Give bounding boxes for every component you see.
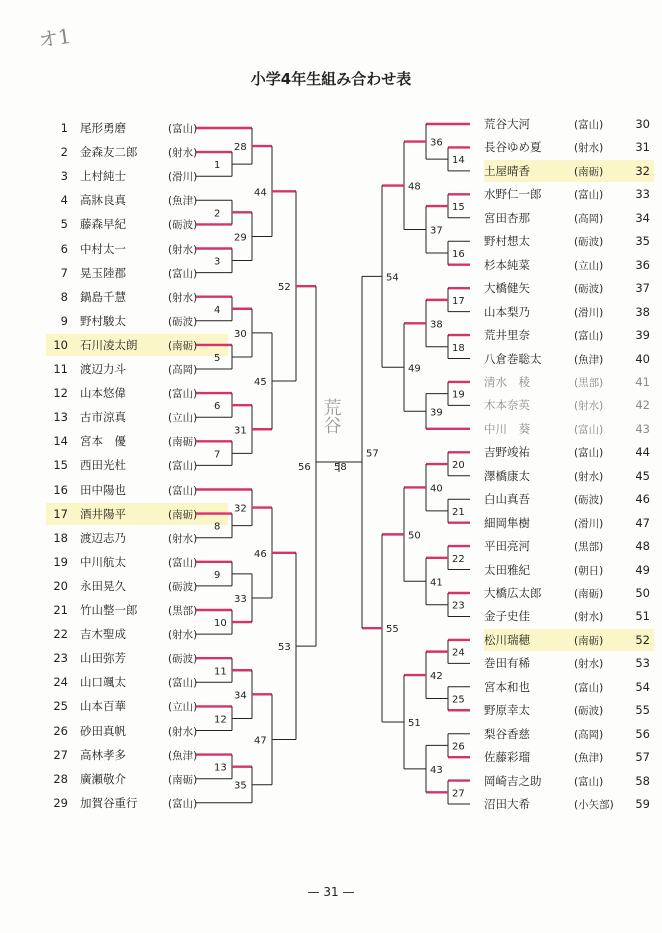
match-number: 52	[278, 282, 291, 294]
player-prefecture: (射水)	[168, 629, 198, 642]
player-prefecture: (魚津)	[574, 752, 604, 765]
match-number: 5	[214, 352, 221, 364]
player-seed: 31	[635, 140, 650, 155]
player-name: 澤橋康太	[484, 468, 530, 483]
match-number: 29	[234, 232, 247, 244]
player-seed: 36	[635, 257, 650, 272]
match-number: 39	[430, 407, 443, 419]
player-name: 野原幸太	[484, 703, 530, 718]
player-seed: 7	[60, 265, 68, 280]
player-name: 平田亮河	[484, 539, 530, 554]
player-prefecture: (砺波)	[574, 236, 604, 249]
player-name: 鍋島千慧	[80, 289, 126, 304]
player-name: 大橋広太郎	[484, 586, 542, 600]
page-number: — 31 —	[307, 885, 355, 899]
player-name: 梨谷香慈	[484, 726, 530, 741]
player-seed: 48	[635, 539, 650, 554]
match-number: 16	[452, 248, 465, 260]
player-prefecture: (富山)	[168, 267, 198, 280]
match-number: 33	[234, 593, 247, 605]
player-name: 宮本 優	[80, 434, 126, 449]
player-prefecture: (滑川)	[574, 517, 604, 530]
match-number: 34	[234, 690, 247, 702]
player-seed: 47	[635, 515, 650, 530]
match-number: 58	[334, 462, 347, 473]
player-name: 沼田大希	[484, 797, 530, 812]
player-name: 野村駿太	[80, 313, 126, 328]
player-seed: 51	[635, 609, 650, 624]
player-seed: 28	[53, 771, 68, 786]
player-prefecture: (富山)	[574, 423, 604, 436]
match-number: 18	[452, 342, 465, 354]
player-seed: 13	[53, 410, 68, 425]
match-number: 31	[234, 425, 247, 437]
player-name: 古市涼真	[80, 410, 126, 425]
match-number: 47	[254, 735, 267, 747]
match-number: 36	[430, 137, 443, 149]
player-prefecture: (富山)	[574, 681, 604, 694]
player-prefecture: (魚津)	[168, 749, 198, 762]
player-seed: 15	[53, 458, 68, 473]
player-name: 山本悠偉	[80, 386, 126, 401]
player-prefecture: (滑川)	[574, 306, 604, 319]
page-title: 小学4年生組み合わせ表	[250, 70, 412, 88]
player-name: 加賀谷重行	[80, 795, 138, 810]
player-seed: 33	[635, 187, 650, 202]
match-number: 2	[214, 208, 221, 220]
player-name: 山本百華	[80, 699, 126, 714]
player-name: 尾形勇磨	[80, 121, 126, 135]
player-seed: 56	[635, 726, 650, 741]
player-seed: 37	[635, 281, 650, 296]
match-number: 41	[430, 577, 443, 589]
player-seed: 9	[60, 313, 68, 328]
player-seed: 39	[635, 328, 650, 343]
player-name: 松川瑞穂	[484, 632, 530, 647]
match-number: 1	[214, 160, 221, 172]
player-seed: 18	[53, 530, 68, 545]
player-name: 白山真吾	[484, 492, 530, 507]
player-prefecture: (射水)	[168, 147, 198, 160]
player-name: 中川航太	[80, 554, 126, 569]
match-number: 25	[452, 694, 465, 706]
player-seed: 32	[635, 163, 650, 178]
match-number: 26	[452, 741, 465, 753]
player-prefecture: (射水)	[574, 400, 604, 413]
player-name: 土屋晴香	[484, 163, 530, 178]
player-prefecture: (富山)	[574, 447, 604, 460]
player-name: 高林孝多	[80, 747, 126, 762]
player-prefecture: (射水)	[574, 142, 604, 155]
player-name: 渡辺志乃	[80, 530, 126, 545]
player-seed: 19	[53, 554, 68, 569]
player-name: 田中陽也	[80, 482, 126, 497]
player-name: 金子史佳	[484, 609, 530, 624]
player-prefecture: (南砺)	[168, 436, 198, 449]
match-number: 23	[452, 600, 465, 612]
player-seed: 59	[635, 797, 650, 812]
player-prefecture: (富山)	[168, 556, 198, 569]
player-name: 山口颯太	[80, 675, 126, 690]
player-name: 高牀良真	[80, 193, 126, 208]
player-name: 石川凌太朗	[80, 337, 138, 352]
player-seed: 44	[635, 445, 650, 460]
player-prefecture: (立山)	[574, 259, 604, 272]
player-seed: 1	[60, 121, 68, 135]
match-number: 55	[386, 624, 399, 636]
player-name: 大橋健矢	[484, 281, 530, 296]
player-seed: 34	[635, 210, 650, 225]
player-prefecture: (朝日)	[574, 564, 604, 577]
match-number: 7	[214, 449, 221, 461]
player-prefecture: (砺波)	[168, 315, 198, 328]
player-seed: 41	[635, 374, 650, 389]
match-number: 54	[386, 272, 399, 284]
match-number: 20	[452, 460, 465, 472]
player-name: 佐藤彩瑠	[484, 750, 530, 765]
player-seed: 55	[635, 703, 650, 718]
match-number: 46	[254, 548, 267, 560]
player-prefecture: (砺波)	[168, 580, 198, 593]
player-seed: 27	[53, 747, 68, 762]
player-prefecture: (富山)	[574, 330, 604, 343]
match-number: 24	[452, 647, 465, 659]
match-number: 53	[278, 642, 291, 654]
player-prefecture: (射水)	[574, 470, 604, 483]
match-number: 37	[430, 225, 443, 237]
player-prefecture: (立山)	[168, 412, 198, 425]
player-prefecture: (射水)	[168, 532, 198, 545]
player-seed: 23	[53, 651, 68, 666]
match-number: 17	[452, 295, 465, 307]
player-seed: 40	[635, 351, 650, 366]
match-number: 10	[214, 618, 227, 630]
player-seed: 16	[53, 482, 68, 497]
player-prefecture: (南砺)	[168, 339, 198, 352]
player-name: 吉木聖成	[80, 627, 126, 642]
player-seed: 30	[635, 117, 650, 131]
match-number: 4	[214, 304, 221, 316]
player-seed: 20	[53, 578, 68, 593]
player-name: 廣瀬敬介	[80, 771, 126, 786]
player-name: 細岡隼樹	[484, 515, 530, 530]
player-seed: 6	[60, 241, 68, 256]
player-seed: 49	[635, 562, 650, 577]
player-name: 藤森早紀	[80, 217, 126, 232]
player-seed: 4	[60, 193, 68, 208]
player-prefecture: (南砺)	[574, 588, 604, 600]
player-seed: 26	[53, 723, 68, 738]
player-name: 木本奈英	[484, 398, 530, 413]
player-prefecture: (滑川)	[168, 171, 198, 184]
handwritten-winner-note: 荒谷	[320, 398, 342, 434]
match-number: 8	[214, 521, 221, 533]
player-prefecture: (富山)	[168, 388, 198, 401]
player-name: 中村太一	[80, 241, 126, 256]
match-number: 35	[234, 780, 247, 792]
match-number: 40	[430, 483, 443, 495]
player-seed: 35	[635, 234, 650, 249]
player-seed: 22	[53, 627, 68, 642]
player-name: 砂田真帆	[80, 723, 126, 738]
player-seed: 12	[53, 386, 68, 401]
player-prefecture: (富山)	[168, 677, 198, 690]
player-name: 永田晃久	[80, 578, 126, 593]
match-number: 12	[214, 714, 227, 726]
player-seed: 58	[635, 773, 650, 788]
match-number: 44	[254, 187, 267, 199]
handwritten-corner-note: オ1	[36, 23, 73, 53]
player-name: 晃玉陸郡	[80, 265, 126, 280]
player-seed: 14	[53, 434, 68, 449]
player-prefecture: (黒部)	[574, 541, 604, 554]
player-name: 山田弥芳	[80, 651, 126, 666]
player-prefecture: (南砺)	[574, 165, 604, 178]
match-number: 56	[298, 462, 311, 474]
player-prefecture: (南砺)	[574, 634, 604, 647]
player-prefecture: (砺波)	[574, 494, 604, 507]
match-number: 21	[452, 506, 465, 518]
match-number: 42	[430, 671, 443, 683]
match-number: 32	[234, 503, 247, 515]
player-seed: 57	[635, 750, 650, 765]
player-name: 上村純士	[80, 169, 126, 184]
player-seed: 8	[60, 289, 68, 304]
match-number: 45	[254, 377, 267, 389]
player-prefecture: (小矢部)	[574, 799, 614, 812]
player-prefecture: (砺波)	[574, 705, 604, 718]
match-number: 13	[214, 762, 227, 774]
match-number: 9	[214, 569, 221, 581]
player-name: 西田光杜	[80, 458, 126, 473]
player-name: 荒谷大河	[484, 117, 530, 131]
player-seed: 43	[635, 421, 650, 436]
player-prefecture: (富山)	[168, 123, 198, 135]
player-name: 中川 葵	[484, 421, 530, 436]
match-number: 6	[214, 401, 221, 413]
player-seed: 53	[635, 656, 650, 671]
match-number: 48	[408, 181, 421, 193]
player-name: 金森友二郎	[80, 145, 138, 160]
player-prefecture: (立山)	[168, 701, 198, 714]
player-seed: 21	[53, 603, 68, 617]
match-number: 3	[214, 256, 221, 268]
match-number: 11	[214, 666, 227, 678]
match-number: 43	[430, 764, 443, 776]
player-seed: 10	[53, 337, 68, 352]
match-number: 38	[430, 319, 443, 331]
player-prefecture: (富山)	[168, 484, 198, 497]
match-number: 51	[408, 717, 421, 729]
match-number: 49	[408, 363, 421, 375]
player-name: 野村想太	[484, 234, 530, 249]
player-prefecture: (魚津)	[574, 353, 604, 366]
player-name: 巻田有稀	[484, 656, 530, 671]
player-prefecture: (黒部)	[168, 605, 198, 617]
player-name: 山本梨乃	[484, 304, 530, 319]
player-seed: 46	[635, 492, 650, 507]
player-seed: 54	[635, 679, 650, 694]
player-prefecture: (魚津)	[168, 195, 198, 208]
player-seed: 45	[635, 468, 650, 483]
match-number: 57	[366, 448, 379, 460]
match-number: 28	[234, 142, 247, 154]
player-prefecture: (射水)	[574, 658, 604, 671]
player-seed: 11	[53, 362, 68, 376]
match-number: 30	[234, 328, 247, 340]
player-seed: 2	[60, 145, 68, 160]
player-seed: 38	[635, 304, 650, 319]
player-seed: 42	[635, 398, 650, 413]
player-seed: 25	[53, 699, 68, 714]
player-prefecture: (射水)	[168, 291, 198, 304]
player-name: 宮本和也	[484, 679, 530, 694]
player-seed: 52	[635, 632, 650, 647]
player-prefecture: (富山)	[574, 775, 604, 788]
player-name: 酒井陽平	[80, 506, 126, 521]
player-seed: 3	[60, 169, 68, 184]
player-prefecture: (高岡)	[574, 728, 604, 741]
player-prefecture: (射水)	[168, 725, 198, 738]
player-seed: 50	[635, 586, 650, 600]
player-prefecture: (富山)	[574, 119, 604, 131]
player-name: 竹山整一郎	[80, 603, 138, 617]
player-name: 太田雅紀	[484, 562, 530, 577]
player-seed: 29	[53, 795, 68, 810]
player-name: 杉本純菜	[484, 257, 530, 272]
player-prefecture: (富山)	[574, 189, 604, 202]
player-name: 宮田杏那	[484, 210, 530, 225]
player-prefecture: (高岡)	[574, 212, 604, 225]
match-number: 19	[452, 389, 465, 401]
match-number: 27	[452, 788, 465, 800]
match-number: 14	[452, 155, 465, 167]
player-prefecture: (高岡)	[168, 364, 198, 376]
player-name: 荒井里奈	[484, 328, 530, 343]
match-number: 50	[408, 530, 421, 542]
player-prefecture: (砺波)	[168, 219, 198, 232]
player-name: 渡辺力斗	[80, 362, 126, 376]
player-prefecture: (南砺)	[168, 773, 198, 786]
player-name: 長谷ゆめ夏	[484, 140, 542, 155]
player-prefecture: (砺波)	[168, 653, 198, 666]
player-prefecture: (射水)	[574, 611, 604, 624]
player-name: 吉野竣祐	[484, 445, 530, 460]
match-number: 15	[452, 202, 465, 214]
match-number: 22	[452, 553, 465, 565]
player-prefecture: (射水)	[168, 243, 198, 256]
player-prefecture: (砺波)	[574, 283, 604, 296]
player-prefecture: (黒部)	[574, 376, 604, 389]
player-name: 八倉巻聡太	[484, 351, 542, 366]
player-seed: 17	[53, 506, 68, 521]
player-prefecture: (富山)	[168, 460, 198, 473]
player-name: 水野仁一郎	[484, 187, 542, 202]
player-name: 岡崎吉之助	[484, 773, 542, 788]
player-prefecture: (南砺)	[168, 508, 198, 521]
player-prefecture: (富山)	[168, 797, 198, 810]
player-seed: 5	[60, 217, 68, 232]
player-seed: 24	[53, 675, 68, 690]
player-name: 清水 稜	[484, 374, 530, 389]
